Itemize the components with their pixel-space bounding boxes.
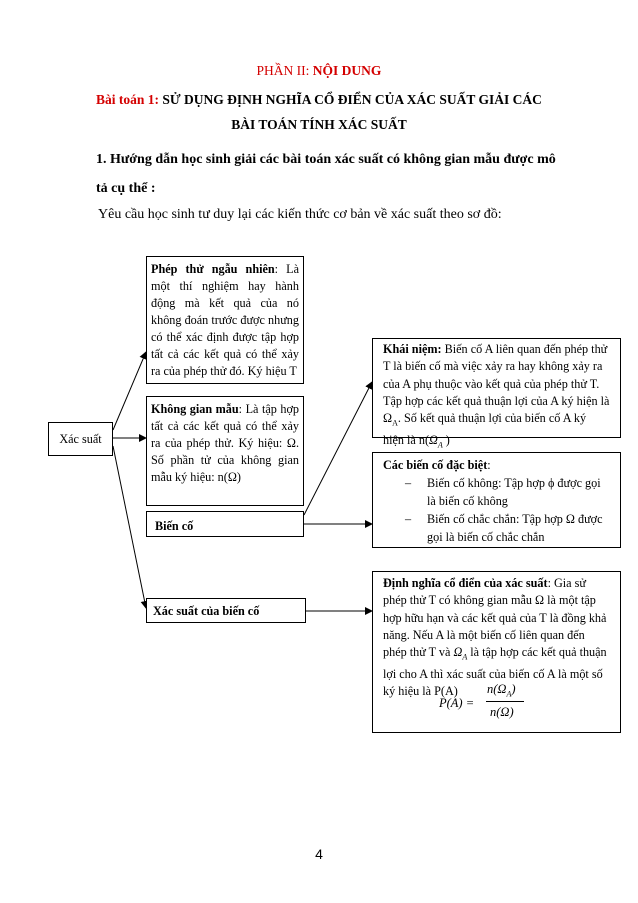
definition-omega: Ω xyxy=(453,645,463,660)
root-label: Xác suất xyxy=(59,432,102,446)
definition-term: Định nghĩa cổ điển của xác suất xyxy=(383,576,548,590)
node-random-trial xyxy=(146,256,304,384)
section-heading-line1: 1. Hướng dẫn học sinh giải các bài toán xác suất có không gian mẫu được mô xyxy=(96,152,556,167)
node-sample-space xyxy=(146,396,304,506)
arrow-event-to-concept xyxy=(304,382,372,515)
concept-omega-subscript: A xyxy=(437,440,443,450)
arrow-to-probability xyxy=(113,446,146,608)
part-label: PHẦN II: xyxy=(256,63,310,78)
concept-omega: Ω xyxy=(429,432,438,447)
part-title: NỘI DUNG xyxy=(312,63,382,78)
sample-space-term: Không gian mẫu xyxy=(151,402,239,416)
special-events-list xyxy=(383,474,610,546)
random-trial-term: Phép thử ngẫu nhiên xyxy=(151,262,275,276)
node-event xyxy=(146,511,304,537)
page-number: 4 xyxy=(315,846,323,862)
event-term: Biến cố xyxy=(155,519,194,533)
probability-formula xyxy=(383,681,610,725)
definition-text: : Gia sử phép thử T có không gian mẫu Ω là một tập hợp hữu hạn và các kết quả của T là đồng khả năng. Nếu A là một biến cố liên quan đến phép thử T và xyxy=(383,576,607,660)
concept-text-2: . Số kết quả thuận lợi của biến cố A ký hiện là n( xyxy=(383,411,587,447)
concept-subscript: A xyxy=(392,418,398,428)
formula-numerator-subscript: A xyxy=(506,689,512,699)
formula-lhs: P(A) = xyxy=(439,696,475,710)
random-trial-text: : Là một thí nghiệm hay hành động mà kết quả của nó không đoán trước được nhưng có thể xác định được tập hợp tất cả các kết quả có thể xảy ra của phép thử đó. Ký hiệu T xyxy=(151,262,299,378)
definition-text-2: là tập hợp các kết quả thuận lợi cho A thì xác suất của biến cố A là một số ký hiệu là P(A) xyxy=(383,645,607,699)
node-probability xyxy=(146,598,306,623)
arrow-to-random-trial xyxy=(113,352,146,430)
section-intro: Yêu cầu học sinh tư duy lại các kiến thức cơ bản về xác suất theo sơ đồ: xyxy=(98,207,502,222)
sample-space-text: : Là tập hợp tất cả các kết quả có thể xảy ra của phép thử. Ký hiệu: Ω. Số phần tử của không gian mẫu ký hiệu: n(Ω) xyxy=(151,402,299,484)
problem-label: Bài toán 1: xyxy=(96,92,160,107)
special-event-item: – Biến cố chắc chắn: Tập hợp Ω được gọi là biến cố chắc chắn xyxy=(383,510,610,546)
node-definition xyxy=(372,571,621,733)
special-events-heading xyxy=(383,456,610,474)
concept-term: Khái niệm: xyxy=(383,342,442,356)
special-events-title: Các biến cố đặc biệt xyxy=(383,458,488,472)
problem-title-line1: SỬ DỤNG ĐỊNH NGHĨA CỔ ĐIỂN CỦA XÁC SUẤT GIẢI CÁC xyxy=(162,92,542,107)
problem-title-line2: BÀI TOÁN TÍNH XÁC SUẤT xyxy=(231,117,407,132)
formula-fraction-bar xyxy=(486,701,524,702)
formula-numerator-text: n(Ω xyxy=(487,682,507,696)
section-heading-line2: tả cụ thể : xyxy=(96,181,156,196)
node-concept xyxy=(372,338,621,450)
node-special-events xyxy=(372,452,621,548)
formula-numerator-close: ) xyxy=(511,682,516,696)
special-events-colon: : xyxy=(487,458,491,472)
formula-denominator: n(Ω) xyxy=(490,705,514,719)
concept-close: ) xyxy=(442,432,450,447)
special-event-item: – Biến cố không: Tập hợp ϕ được gọi là biến cố không xyxy=(383,474,610,510)
probability-term: Xác suất của biến cố xyxy=(153,604,260,618)
definition-omega-subscript: A xyxy=(462,652,468,662)
concept-text: Biến cố A liên quan đến phép thử T là biến cố mà việc xảy ra hay không xảy ra của A phụ thuộc vào kết quả của phép thử T. Tập hợp các kết quả thuận lợi của A ký hiện là Ω xyxy=(383,342,610,426)
formula-numerator xyxy=(487,681,516,703)
node-root xyxy=(48,422,113,456)
